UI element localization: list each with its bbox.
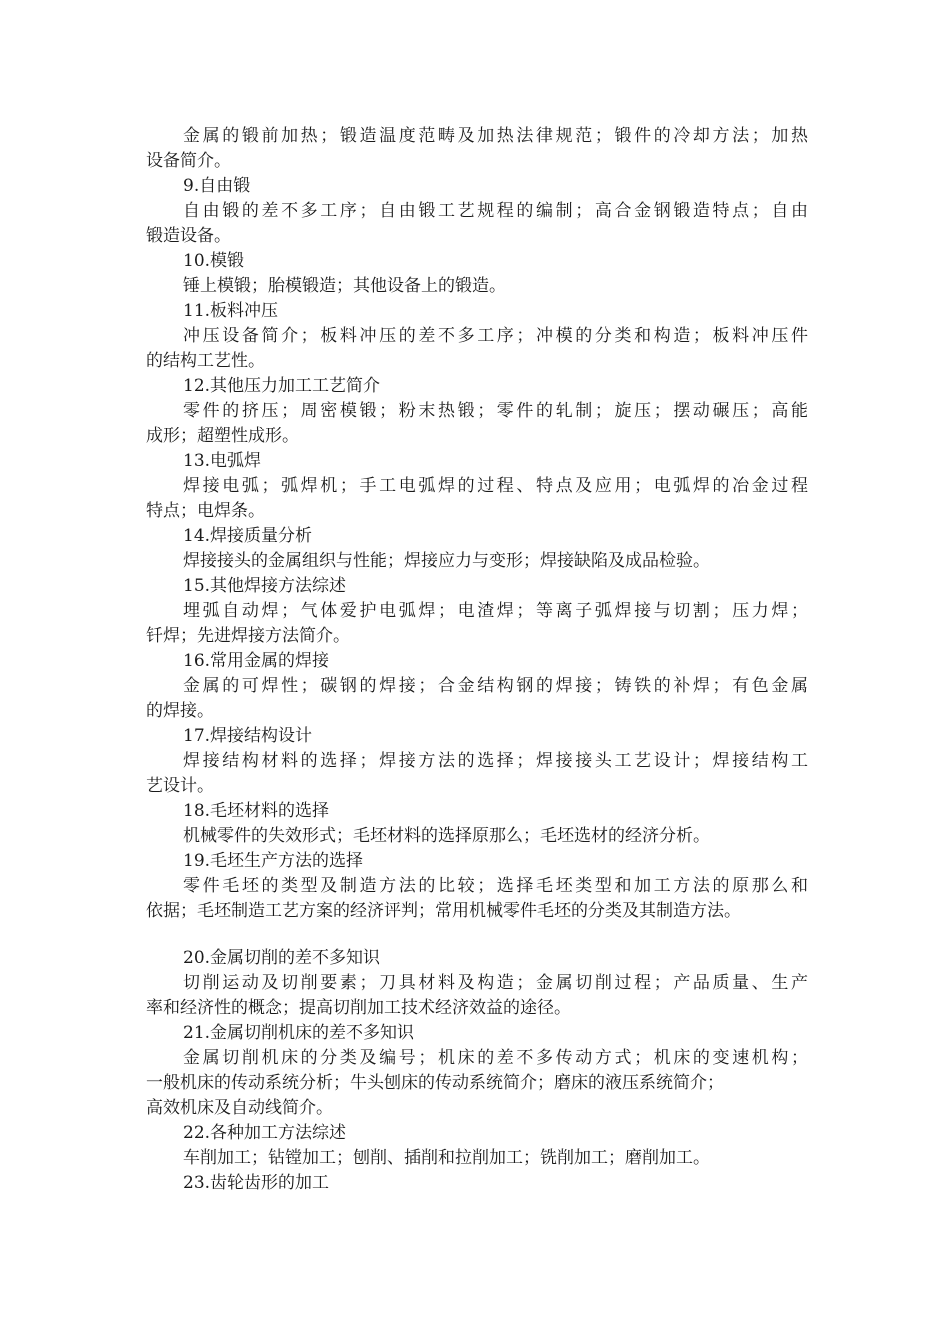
section-heading: 9.自由锻	[183, 176, 251, 196]
body-text-line: 埋弧自动焊；气体爱护电弧焊；电渣焊；等离子弧焊接与切割；压力焊；	[183, 601, 808, 621]
body-text-line: 金属切削机床的分类及编号；机床的差不多传动方式；机床的变速机构；	[183, 1048, 808, 1068]
body-text-line: 机械零件的失效形式；毛坯材料的选择原那么；毛坯选材的经济分析。	[183, 826, 710, 846]
section-heading: 17.焊接结构设计	[183, 726, 313, 746]
section-heading: 12.其他压力加工工艺简介	[183, 376, 381, 396]
body-text-line: 焊接电弧；弧焊机；手工电弧焊的过程、特点及应用；电弧焊的冶金过程	[183, 476, 808, 496]
body-text-line: 特点；电焊条。	[146, 501, 265, 521]
section-heading: 20.金属切削的差不多知识	[183, 948, 381, 968]
body-text-line: 一般机床的传动系统分析；牛头刨床的传动系统简介；磨床的液压系统简介；	[146, 1073, 724, 1093]
body-text-line: 的结构工艺性。	[146, 351, 265, 371]
body-text-line: 切削运动及切削要素；刀具材料及构造；金属切削过程；产品质量、生产	[183, 973, 808, 993]
section-heading: 23.齿轮齿形的加工	[183, 1173, 330, 1193]
section-heading: 15.其他焊接方法综述	[183, 576, 347, 596]
body-text-line: 零件的挤压；周密模锻；粉末热锻；零件的轧制；旋压；摆动碾压；高能	[183, 401, 808, 421]
body-text-line: 高效机床及自动线简介。	[146, 1098, 333, 1118]
body-text-line: 成形；超塑性成形。	[146, 426, 299, 446]
section-heading: 11.板料冲压	[183, 301, 279, 321]
blank-line	[146, 924, 808, 946]
body-text-line: 焊接接头的金属组织与性能；焊接应力与变形；焊接缺陷及成品检验。	[183, 551, 710, 571]
section-heading: 10.模锻	[183, 251, 245, 271]
section-heading: 16.常用金属的焊接	[183, 651, 330, 671]
body-text-line: 自由锻的差不多工序；自由锻工艺规程的编制；高合金钢锻造特点；自由	[183, 201, 808, 221]
body-text-line: 焊接结构材料的选择；焊接方法的选择；焊接接头工艺设计；焊接结构工	[183, 751, 808, 771]
body-text-line: 艺设计。	[146, 776, 214, 796]
section-heading: 14.焊接质量分析	[183, 526, 313, 546]
body-text-line: 锤上模锻；胎模锻造；其他设备上的锻造。	[183, 276, 506, 296]
body-text-line: 锻造设备。	[146, 226, 231, 246]
body-text-line: 设备简介。	[146, 151, 231, 171]
body-text-line: 冲压设备简介；板料冲压的差不多工序；冲模的分类和构造；板料冲压件	[183, 326, 808, 346]
body-text-line: 零件毛坯的类型及制造方法的比较；选择毛坯类型和加工方法的原那么和	[183, 876, 808, 896]
section-heading: 18.毛坯材料的选择	[183, 801, 330, 821]
body-text-line: 依据；毛坯制造工艺方案的经济评判；常用机械零件毛坯的分类及其制造方法。	[146, 901, 741, 921]
document-body	[146, 124, 808, 1196]
body-text-line: 金属的可焊性；碳钢的焊接；合金结构钢的焊接；铸铁的补焊；有色金属	[183, 676, 808, 696]
body-text-line: 钎焊；先进焊接方法简介。	[146, 626, 350, 646]
body-text-line: 车削加工；钻镗加工；刨削、插削和拉削加工；铣削加工；磨削加工。	[183, 1148, 710, 1168]
body-text-line: 的焊接。	[146, 701, 214, 721]
section-heading: 19.毛坯生产方法的选择	[183, 851, 364, 871]
section-heading: 22.各种加工方法综述	[183, 1123, 347, 1143]
body-text-line: 率和经济性的概念；提高切削加工技术经济效益的途径。	[146, 998, 571, 1018]
body-text-line: 金属的锻前加热；锻造温度范畴及加热法律规范；锻件的冷却方法；加热	[183, 126, 808, 146]
section-heading: 21.金属切削机床的差不多知识	[183, 1023, 415, 1043]
section-heading: 13.电弧焊	[183, 451, 262, 471]
